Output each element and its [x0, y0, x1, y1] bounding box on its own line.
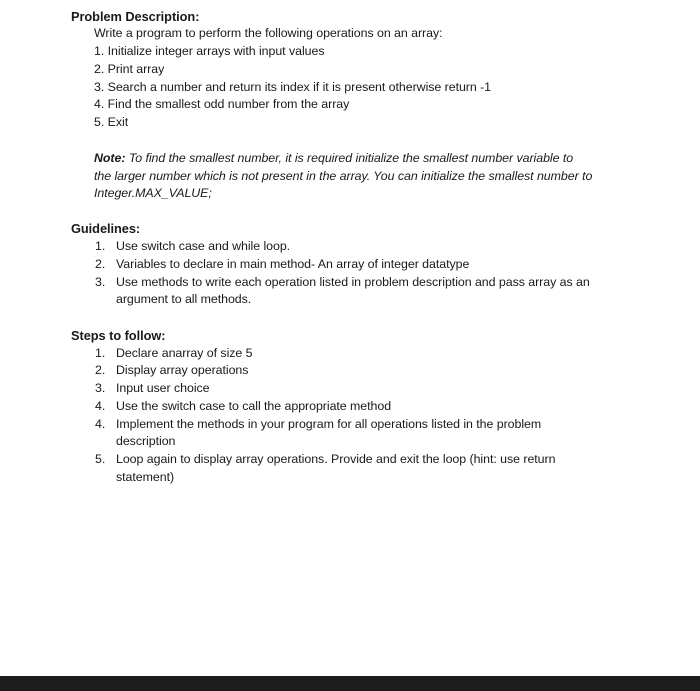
- guidelines-heading: Guidelines:: [71, 221, 141, 236]
- problem-item: 5. Exit: [94, 115, 129, 129]
- problem-item: 2. Print array: [94, 62, 165, 76]
- guideline-text: Variables to declare in main method- An array of integer datatype: [116, 257, 470, 271]
- note-line: the larger number which is not present in the array. You can initialize the smallest number to: [94, 169, 593, 183]
- step-text: statement): [116, 470, 175, 484]
- note-label: Note:: [94, 151, 126, 165]
- step-text: Input user choice: [116, 381, 210, 395]
- guideline-text: Use methods to write each operation listed in problem description and pass array as an: [116, 275, 590, 289]
- step-text: Display array operations: [116, 363, 249, 377]
- step-text: Use the switch case to call the appropriate method: [116, 399, 392, 413]
- guideline-number: 1.: [95, 239, 106, 253]
- problem-item: 3. Search a number and return its index if it is present otherwise return -1: [94, 80, 492, 94]
- note-line: [94, 150, 573, 167]
- step-text: Declare anarray of size 5: [116, 346, 253, 360]
- step-number: 3.: [95, 381, 106, 395]
- guideline-number: 3.: [95, 275, 106, 289]
- guideline-number: 2.: [95, 257, 106, 271]
- problem-item: 1. Initialize integer arrays with input values: [94, 44, 325, 58]
- step-text: description: [116, 434, 176, 448]
- step-number: 2.: [95, 363, 106, 377]
- problem-heading: Problem Description:: [71, 9, 200, 24]
- note-line: Integer.MAX_VALUE;: [94, 186, 212, 200]
- problem-intro: Write a program to perform the following operations on an array:: [94, 26, 443, 40]
- step-text: Implement the methods in your program for all operations listed in the problem: [116, 417, 542, 431]
- steps-heading: Steps to follow:: [71, 328, 166, 343]
- problem-item: 4. Find the smallest odd number from the array: [94, 97, 350, 111]
- step-number: 4.: [95, 399, 106, 413]
- step-number: 4.: [95, 417, 106, 431]
- guideline-text: argument to all methods.: [116, 292, 252, 306]
- guideline-text: Use switch case and while loop.: [116, 239, 291, 253]
- step-number: 5.: [95, 452, 106, 466]
- step-number: 1.: [95, 346, 106, 360]
- step-text: Loop again to display array operations. Provide and exit the loop (hint: use return: [116, 452, 556, 466]
- bottom-dark-bar: [0, 676, 700, 691]
- note-text: To find the smallest number, it is required initialize the smallest number variable to: [128, 151, 574, 165]
